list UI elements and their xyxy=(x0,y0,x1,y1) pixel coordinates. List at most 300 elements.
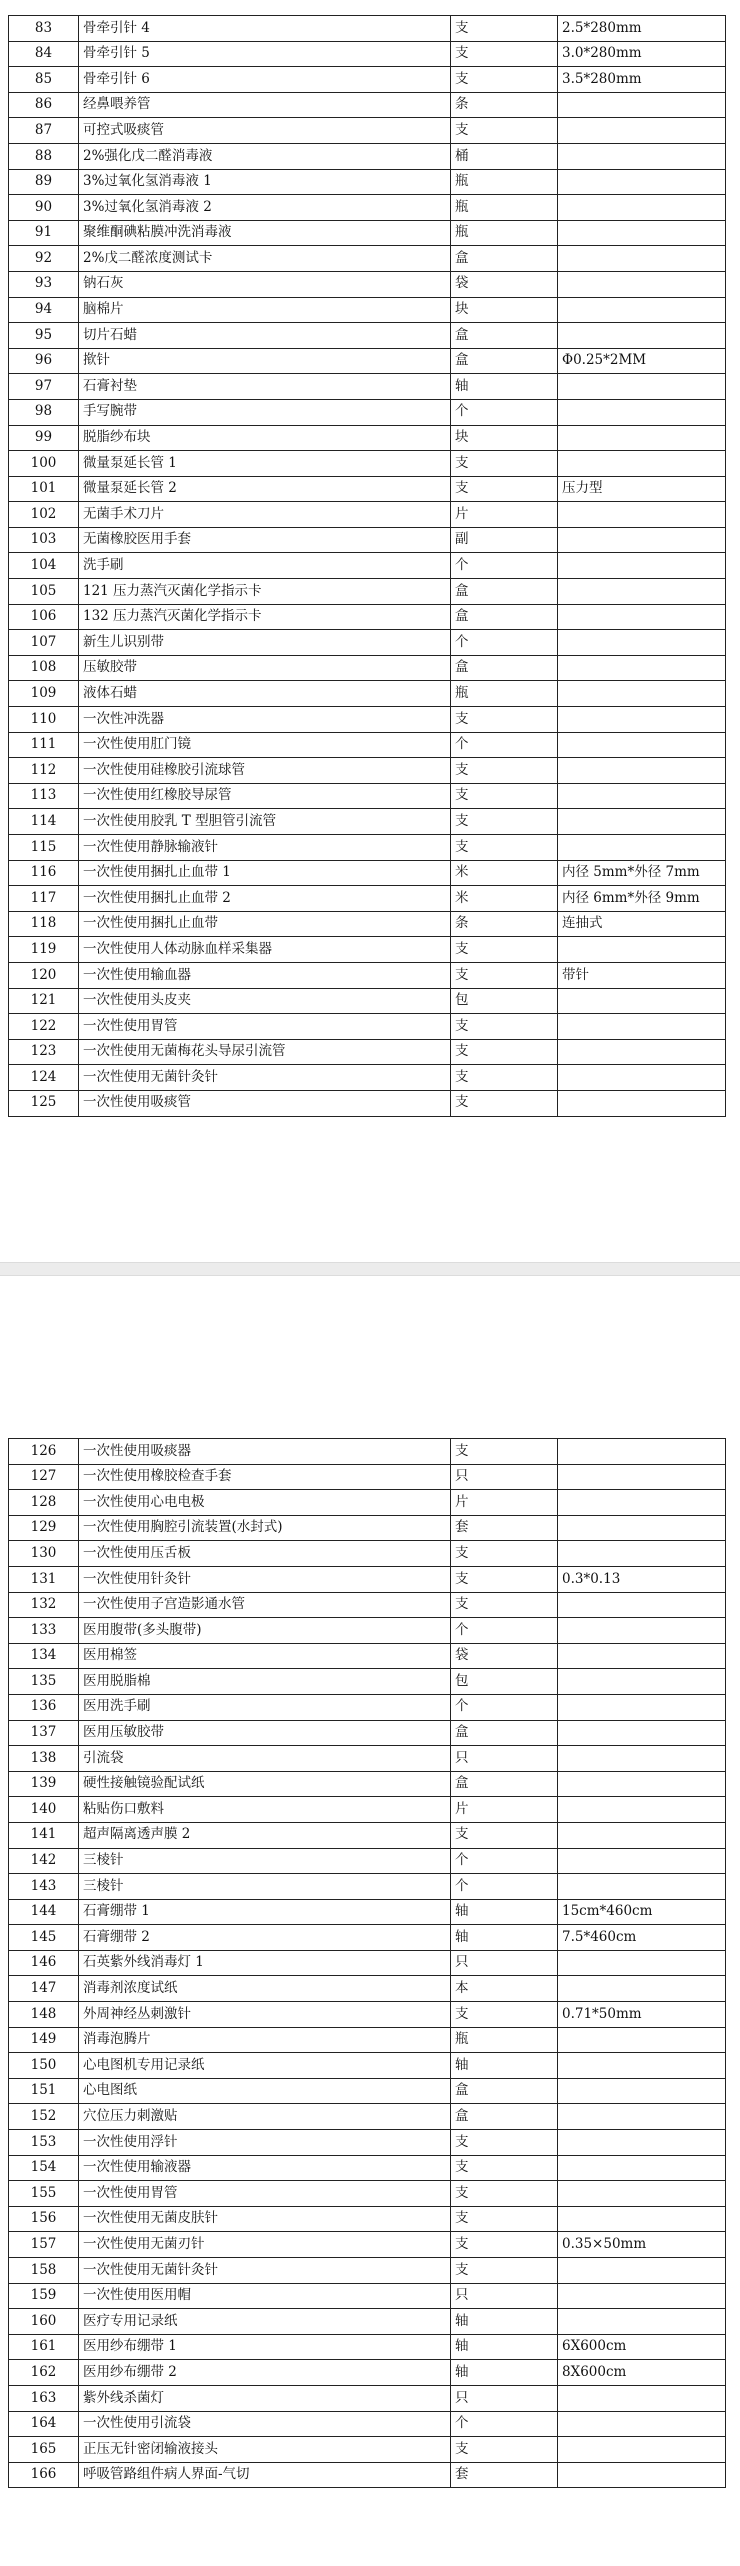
row-number: 146 xyxy=(9,1950,79,1976)
table-row xyxy=(9,2385,726,2411)
item-spec xyxy=(558,707,726,733)
item-name: 一次性使用无菌梅花头导尿引流管 xyxy=(79,1039,451,1065)
item-name: 硬性接触镜验配试纸 xyxy=(79,1771,451,1797)
table-row xyxy=(9,758,726,784)
item-unit: 支 xyxy=(451,1039,558,1065)
row-number: 109 xyxy=(9,681,79,707)
row-number: 105 xyxy=(9,579,79,605)
table-row xyxy=(9,41,726,67)
item-unit: 支 xyxy=(451,835,558,861)
table-row xyxy=(9,886,726,912)
table-row xyxy=(9,655,726,681)
item-name: 一次性使用输血器 xyxy=(79,962,451,988)
item-name: 医用压敏胶带 xyxy=(79,1720,451,1746)
item-unit: 支 xyxy=(451,67,558,93)
row-number: 155 xyxy=(9,2181,79,2207)
table-row xyxy=(9,1669,726,1695)
item-unit: 支 xyxy=(451,2181,558,2207)
item-unit: 片 xyxy=(451,502,558,528)
item-name: 可控式吸痰管 xyxy=(79,118,451,144)
row-number: 114 xyxy=(9,809,79,835)
table-row xyxy=(9,681,726,707)
table-row xyxy=(9,2309,726,2335)
item-name: 一次性使用压舌板 xyxy=(79,1541,451,1567)
item-name: 一次性使用捆扎止血带 1 xyxy=(79,860,451,886)
table-row xyxy=(9,169,726,195)
table-row xyxy=(9,707,726,733)
item-spec: 3.0*280mm xyxy=(558,41,726,67)
document-page-1 xyxy=(0,0,740,1262)
item-name: 骨牵引针 4 xyxy=(79,16,451,42)
table-row xyxy=(9,1566,726,1592)
table-row xyxy=(9,527,726,553)
item-spec xyxy=(558,195,726,221)
row-number: 91 xyxy=(9,220,79,246)
item-spec: 2.5*280mm xyxy=(558,16,726,42)
table-row xyxy=(9,1515,726,1541)
table-row xyxy=(9,374,726,400)
item-spec xyxy=(558,1065,726,1091)
item-name: 一次性使用胃管 xyxy=(79,2181,451,2207)
item-spec xyxy=(558,579,726,605)
item-name: 一次性使用吸痰器 xyxy=(79,1439,451,1465)
item-name: 一次性使用输液器 xyxy=(79,2155,451,2181)
item-spec: 0.35×50mm xyxy=(558,2232,726,2258)
row-number: 100 xyxy=(9,451,79,477)
row-number: 152 xyxy=(9,2104,79,2130)
item-spec xyxy=(558,169,726,195)
table-row xyxy=(9,1065,726,1091)
row-number: 119 xyxy=(9,937,79,963)
item-name: 无菌橡胶医用手套 xyxy=(79,527,451,553)
item-spec xyxy=(558,2027,726,2053)
item-unit: 轴 xyxy=(451,2053,558,2079)
item-name: 骨牵引针 5 xyxy=(79,41,451,67)
item-spec xyxy=(558,1014,726,1040)
item-name: 液体石蜡 xyxy=(79,681,451,707)
table-row xyxy=(9,348,726,374)
item-spec xyxy=(558,1771,726,1797)
table-row xyxy=(9,2232,726,2258)
item-name: 揿针 xyxy=(79,348,451,374)
table-row xyxy=(9,297,726,323)
table-body xyxy=(9,1439,726,2488)
item-unit: 套 xyxy=(451,2462,558,2488)
item-name: 医用腹带(多头腹带) xyxy=(79,1618,451,1644)
item-spec: 内径 6mm*外径 9mm xyxy=(558,886,726,912)
item-unit: 支 xyxy=(451,1065,558,1091)
item-name: 石膏绷带 1 xyxy=(79,1899,451,1925)
item-name: 压敏胶带 xyxy=(79,655,451,681)
item-unit: 米 xyxy=(451,886,558,912)
item-name: 一次性使用人体动脉血样采集器 xyxy=(79,937,451,963)
item-unit: 块 xyxy=(451,297,558,323)
row-number: 144 xyxy=(9,1899,79,1925)
item-name: 一次性使用引流袋 xyxy=(79,2411,451,2437)
item-unit: 瓶 xyxy=(451,169,558,195)
row-number: 142 xyxy=(9,1848,79,1874)
item-name: 微量泵延长管 1 xyxy=(79,451,451,477)
item-unit: 支 xyxy=(451,1822,558,1848)
item-name: 引流袋 xyxy=(79,1746,451,1772)
row-number: 124 xyxy=(9,1065,79,1091)
item-unit: 个 xyxy=(451,1848,558,1874)
item-name: 一次性使用静脉输液针 xyxy=(79,835,451,861)
row-number: 136 xyxy=(9,1694,79,1720)
row-number: 123 xyxy=(9,1039,79,1065)
item-unit: 袋 xyxy=(451,271,558,297)
item-unit: 个 xyxy=(451,1874,558,1900)
table-row xyxy=(9,1090,726,1116)
table-row xyxy=(9,16,726,42)
item-name: 紫外线杀菌灯 xyxy=(79,2385,451,2411)
item-spec xyxy=(558,323,726,349)
row-number: 92 xyxy=(9,246,79,272)
row-number: 157 xyxy=(9,2232,79,2258)
item-unit: 盒 xyxy=(451,2078,558,2104)
item-spec: 15cm*460cm xyxy=(558,1899,726,1925)
item-spec xyxy=(558,502,726,528)
item-name: 消毒泡腾片 xyxy=(79,2027,451,2053)
item-unit: 米 xyxy=(451,860,558,886)
item-name: 一次性使用捆扎止血带 xyxy=(79,911,451,937)
table-row xyxy=(9,604,726,630)
row-number: 135 xyxy=(9,1669,79,1695)
item-spec xyxy=(558,553,726,579)
item-name: 医用纱布绷带 2 xyxy=(79,2360,451,2386)
item-spec xyxy=(558,988,726,1014)
row-number: 98 xyxy=(9,399,79,425)
row-number: 87 xyxy=(9,118,79,144)
row-number: 84 xyxy=(9,41,79,67)
table-row xyxy=(9,1592,726,1618)
item-spec xyxy=(558,2385,726,2411)
table-row xyxy=(9,1874,726,1900)
item-unit: 个 xyxy=(451,630,558,656)
table-row xyxy=(9,92,726,118)
row-number: 132 xyxy=(9,1592,79,1618)
item-unit: 只 xyxy=(451,2283,558,2309)
row-number: 116 xyxy=(9,860,79,886)
item-name: 一次性使用硅橡胶引流球管 xyxy=(79,758,451,784)
row-number: 148 xyxy=(9,2002,79,2028)
table-row xyxy=(9,1899,726,1925)
item-spec xyxy=(558,604,726,630)
item-name: 一次性使用无菌针灸针 xyxy=(79,2258,451,2284)
table-row xyxy=(9,1464,726,1490)
item-unit: 盒 xyxy=(451,2104,558,2130)
item-spec xyxy=(558,937,726,963)
item-name: 骨牵引针 6 xyxy=(79,67,451,93)
table-row xyxy=(9,143,726,169)
item-name: 消毒剂浓度试纸 xyxy=(79,1976,451,2002)
row-number: 159 xyxy=(9,2283,79,2309)
table-row xyxy=(9,2002,726,2028)
table-row xyxy=(9,2027,726,2053)
item-spec xyxy=(558,1090,726,1116)
table-row xyxy=(9,2360,726,2386)
item-spec: 6X600cm xyxy=(558,2334,726,2360)
table-row xyxy=(9,860,726,886)
item-unit: 支 xyxy=(451,2258,558,2284)
item-unit: 盒 xyxy=(451,604,558,630)
row-number: 113 xyxy=(9,783,79,809)
item-unit: 支 xyxy=(451,962,558,988)
item-name: 一次性使用无菌刃针 xyxy=(79,2232,451,2258)
item-unit: 只 xyxy=(451,1464,558,1490)
item-spec xyxy=(558,758,726,784)
table-row xyxy=(9,1720,726,1746)
item-unit: 盒 xyxy=(451,1771,558,1797)
item-unit: 个 xyxy=(451,732,558,758)
item-spec xyxy=(558,220,726,246)
table-row xyxy=(9,1490,726,1516)
document-page-2 xyxy=(0,1276,740,2566)
item-name: 石膏绷带 2 xyxy=(79,1925,451,1951)
page-separator xyxy=(0,1262,740,1276)
item-unit: 瓶 xyxy=(451,2027,558,2053)
item-spec xyxy=(558,1541,726,1567)
item-spec xyxy=(558,143,726,169)
item-name: 无菌手术刀片 xyxy=(79,502,451,528)
item-unit: 瓶 xyxy=(451,681,558,707)
row-number: 166 xyxy=(9,2462,79,2488)
item-name: 一次性使用心电电极 xyxy=(79,1490,451,1516)
item-unit: 支 xyxy=(451,1090,558,1116)
item-name: 医用脱脂棉 xyxy=(79,1669,451,1695)
item-name: 一次性使用无菌皮肤针 xyxy=(79,2206,451,2232)
table-row xyxy=(9,1950,726,1976)
table-row xyxy=(9,1925,726,1951)
row-number: 101 xyxy=(9,476,79,502)
table-row xyxy=(9,451,726,477)
table-row xyxy=(9,1439,726,1465)
item-unit: 片 xyxy=(451,1797,558,1823)
row-number: 108 xyxy=(9,655,79,681)
table-row xyxy=(9,1541,726,1567)
item-unit: 轴 xyxy=(451,2334,558,2360)
table-row xyxy=(9,323,726,349)
row-number: 139 xyxy=(9,1771,79,1797)
item-unit: 桶 xyxy=(451,143,558,169)
table-row xyxy=(9,2078,726,2104)
item-spec: 3.5*280mm xyxy=(558,67,726,93)
table-row xyxy=(9,2181,726,2207)
item-unit: 轴 xyxy=(451,374,558,400)
item-name: 一次性使用红橡胶导尿管 xyxy=(79,783,451,809)
item-name: 一次性使用浮针 xyxy=(79,2130,451,2156)
item-spec: 压力型 xyxy=(558,476,726,502)
item-name: 新生儿识别带 xyxy=(79,630,451,656)
item-name: 一次性使用肛门镜 xyxy=(79,732,451,758)
table-row xyxy=(9,1797,726,1823)
item-spec: Φ0.25*2MM xyxy=(558,348,726,374)
item-name: 一次性使用胸腔引流装置(水封式) xyxy=(79,1515,451,1541)
row-number: 111 xyxy=(9,732,79,758)
row-number: 99 xyxy=(9,425,79,451)
item-unit: 盒 xyxy=(451,246,558,272)
table-row xyxy=(9,1976,726,2002)
item-spec xyxy=(558,1694,726,1720)
item-unit: 支 xyxy=(451,2130,558,2156)
item-spec xyxy=(558,1439,726,1465)
row-number: 141 xyxy=(9,1822,79,1848)
row-number: 95 xyxy=(9,323,79,349)
item-unit: 支 xyxy=(451,2232,558,2258)
item-name: 石英紫外线消毒灯 1 xyxy=(79,1950,451,1976)
item-name: 呼吸管路组件病人界面-气切 xyxy=(79,2462,451,2488)
item-name: 切片石蜡 xyxy=(79,323,451,349)
item-spec xyxy=(558,2104,726,2130)
table-row xyxy=(9,246,726,272)
table-row xyxy=(9,1039,726,1065)
row-number: 149 xyxy=(9,2027,79,2053)
row-number: 125 xyxy=(9,1090,79,1116)
item-name: 132 压力蒸汽灭菌化学指示卡 xyxy=(79,604,451,630)
item-unit: 本 xyxy=(451,1976,558,2002)
item-unit: 轴 xyxy=(451,1925,558,1951)
item-spec xyxy=(558,399,726,425)
item-name: 穴位压力刺激贴 xyxy=(79,2104,451,2130)
row-number: 154 xyxy=(9,2155,79,2181)
item-name: 经鼻喂养管 xyxy=(79,92,451,118)
item-unit: 支 xyxy=(451,451,558,477)
row-number: 104 xyxy=(9,553,79,579)
row-number: 117 xyxy=(9,886,79,912)
item-spec xyxy=(558,527,726,553)
item-spec xyxy=(558,2053,726,2079)
item-name: 粘贴伤口敷料 xyxy=(79,1797,451,1823)
item-spec xyxy=(558,271,726,297)
item-spec xyxy=(558,2283,726,2309)
item-spec xyxy=(558,2078,726,2104)
item-unit: 个 xyxy=(451,2411,558,2437)
row-number: 165 xyxy=(9,2437,79,2463)
item-unit: 副 xyxy=(451,527,558,553)
item-spec xyxy=(558,297,726,323)
item-spec xyxy=(558,1669,726,1695)
item-unit: 盒 xyxy=(451,1720,558,1746)
item-spec xyxy=(558,1039,726,1065)
item-name: 一次性使用医用帽 xyxy=(79,2283,451,2309)
row-number: 143 xyxy=(9,1874,79,1900)
row-number: 128 xyxy=(9,1490,79,1516)
item-spec: 8X600cm xyxy=(558,2360,726,2386)
item-unit: 袋 xyxy=(451,1643,558,1669)
table-row xyxy=(9,1746,726,1772)
table-row xyxy=(9,962,726,988)
row-number: 86 xyxy=(9,92,79,118)
table-row xyxy=(9,2334,726,2360)
item-name: 医用纱布绷带 1 xyxy=(79,2334,451,2360)
item-unit: 轴 xyxy=(451,2309,558,2335)
row-number: 106 xyxy=(9,604,79,630)
item-unit: 支 xyxy=(451,758,558,784)
item-name: 一次性冲洗器 xyxy=(79,707,451,733)
item-unit: 个 xyxy=(451,1694,558,1720)
item-spec xyxy=(558,2181,726,2207)
table-body xyxy=(9,16,726,1117)
item-name: 一次性使用胶乳 T 型胆管引流管 xyxy=(79,809,451,835)
item-spec xyxy=(558,655,726,681)
table-row xyxy=(9,732,726,758)
table-row xyxy=(9,1848,726,1874)
table-row xyxy=(9,835,726,861)
item-unit: 盒 xyxy=(451,348,558,374)
item-unit: 轴 xyxy=(451,2360,558,2386)
item-spec xyxy=(558,809,726,835)
item-unit: 支 xyxy=(451,1014,558,1040)
item-unit: 块 xyxy=(451,425,558,451)
item-unit: 支 xyxy=(451,937,558,963)
item-unit: 瓶 xyxy=(451,220,558,246)
item-spec xyxy=(558,2411,726,2437)
item-spec: 带针 xyxy=(558,962,726,988)
table-row xyxy=(9,1822,726,1848)
row-number: 121 xyxy=(9,988,79,1014)
item-name: 洗手刷 xyxy=(79,553,451,579)
table-row xyxy=(9,1618,726,1644)
item-unit: 条 xyxy=(451,92,558,118)
item-spec xyxy=(558,2130,726,2156)
row-number: 164 xyxy=(9,2411,79,2437)
item-spec xyxy=(558,451,726,477)
item-name: 医用棉签 xyxy=(79,1643,451,1669)
table-row xyxy=(9,809,726,835)
item-spec xyxy=(558,1797,726,1823)
row-number: 88 xyxy=(9,143,79,169)
row-number: 94 xyxy=(9,297,79,323)
table-row xyxy=(9,2437,726,2463)
table-row xyxy=(9,2258,726,2284)
item-name: 三棱针 xyxy=(79,1874,451,1900)
item-spec xyxy=(558,1950,726,1976)
item-unit: 支 xyxy=(451,1439,558,1465)
table-row xyxy=(9,1694,726,1720)
item-spec xyxy=(558,118,726,144)
row-number: 131 xyxy=(9,1566,79,1592)
item-unit: 支 xyxy=(451,1566,558,1592)
item-spec: 内径 5mm*外径 7mm xyxy=(558,860,726,886)
item-spec xyxy=(558,835,726,861)
item-spec xyxy=(558,1874,726,1900)
item-name: 2%强化戊二醛消毒液 xyxy=(79,143,451,169)
item-name: 手写腕带 xyxy=(79,399,451,425)
item-spec xyxy=(558,1643,726,1669)
item-spec xyxy=(558,1618,726,1644)
supplies-table-page-2 xyxy=(8,1438,726,2488)
item-unit: 支 xyxy=(451,2437,558,2463)
row-number: 120 xyxy=(9,962,79,988)
item-spec xyxy=(558,2462,726,2488)
row-number: 93 xyxy=(9,271,79,297)
item-unit: 支 xyxy=(451,118,558,144)
item-unit: 支 xyxy=(451,809,558,835)
item-name: 一次性使用胃管 xyxy=(79,1014,451,1040)
item-spec xyxy=(558,1746,726,1772)
table-row xyxy=(9,2411,726,2437)
item-name: 3%过氧化氢消毒液 2 xyxy=(79,195,451,221)
row-number: 115 xyxy=(9,835,79,861)
item-spec xyxy=(558,1490,726,1516)
row-number: 134 xyxy=(9,1643,79,1669)
row-number: 112 xyxy=(9,758,79,784)
item-unit: 支 xyxy=(451,2002,558,2028)
row-number: 96 xyxy=(9,348,79,374)
table-row xyxy=(9,2130,726,2156)
item-name: 一次性使用针灸针 xyxy=(79,1566,451,1592)
item-unit: 瓶 xyxy=(451,195,558,221)
